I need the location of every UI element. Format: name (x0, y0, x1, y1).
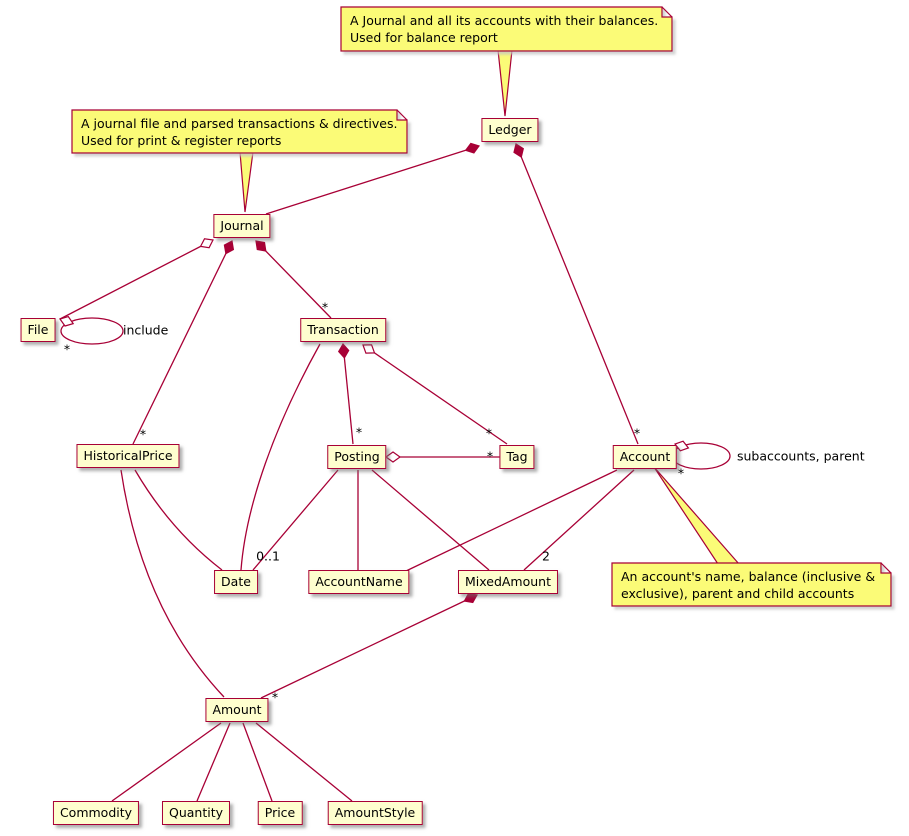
class-box-mixedamount: MixedAmount (458, 570, 558, 594)
edge-journal-transaction (256, 241, 331, 318)
filled-diamond (466, 143, 479, 153)
note-account-pointer (654, 467, 739, 564)
class-box-file: File (21, 318, 56, 342)
edge-label: subaccounts, parent (737, 448, 865, 464)
filled-diamond (224, 241, 233, 254)
edge-label: include (123, 322, 169, 338)
note-line: exclusive), parent and child accounts (621, 586, 855, 601)
filled-diamond (514, 144, 523, 157)
class-box-tag: Tag (499, 445, 534, 469)
edge-ledger-account (516, 144, 641, 444)
note-ledger-text (341, 7, 672, 51)
filled-diamond (339, 344, 349, 358)
class-box-journal: Journal (213, 214, 270, 238)
note-line: An account's name, balance (inclusive & (621, 569, 876, 584)
multiplicity-star-label: * (271, 689, 279, 705)
open-diamond (386, 452, 400, 462)
edge-journal-historicalprice (133, 241, 232, 444)
edge-amount-amountstyle (256, 723, 352, 801)
edge-historicalprice-date (135, 470, 222, 570)
edge-amount-commodity (112, 723, 221, 801)
multiplicity-star-label: * (677, 465, 685, 481)
note-line: A Journal and all its accounts with their balances. (350, 13, 659, 28)
note-line: Used for print & register reports (81, 133, 282, 148)
open-diamond (60, 317, 73, 326)
multiplicity-star-label: * (485, 425, 493, 441)
edge-transaction-date (241, 344, 320, 570)
edge-journal-file (60, 240, 213, 319)
class-box-price: Price (258, 801, 303, 825)
edge-posting-mixedamount (372, 470, 489, 570)
note-ledger-pointer (498, 50, 512, 116)
filled-diamond (464, 594, 477, 603)
edge-amount-quantity (197, 723, 230, 801)
note-journal-pointer (240, 152, 253, 212)
multiplicity-star-label: * (633, 425, 641, 441)
multiplicity-star-label: * (63, 341, 71, 357)
class-box-accountname: AccountName (308, 570, 409, 594)
edge-label: 2 (542, 548, 550, 564)
class-box-commodity: Commodity (53, 801, 139, 825)
multiplicity-star-label: * (321, 299, 329, 315)
class-box-account: Account (613, 445, 677, 469)
note-journal-text (72, 110, 407, 154)
note-line: Used for balance report (350, 30, 498, 45)
edge-ledger-journal (266, 146, 479, 214)
edge-account-mixedamount (524, 470, 634, 570)
edge-label: 0..1 (256, 548, 280, 564)
filled-diamond (256, 241, 266, 251)
open-diamond (201, 239, 213, 248)
class-box-historicalprice: HistoricalPrice (76, 444, 179, 468)
class-box-transaction: Transaction (300, 318, 386, 342)
multiplicity-star-label: * (139, 426, 147, 442)
edge-transaction-posting (343, 344, 353, 444)
class-box-date: Date (214, 570, 258, 594)
edge-amount-price (243, 723, 272, 801)
multiplicity-star-label: * (355, 424, 363, 440)
class-box-ledger: Ledger (481, 118, 538, 142)
edge-mixedamount-amount (261, 595, 477, 698)
edge-account-accountname (406, 470, 617, 571)
class-box-posting: Posting (327, 445, 386, 469)
note-line: A journal file and parsed transactions & directives. (81, 116, 398, 131)
multiplicity-star-label: * (486, 448, 494, 464)
note-account-text (612, 563, 891, 607)
class-box-amount: Amount (205, 698, 268, 722)
edge-historicalprice-amount (121, 470, 224, 697)
class-box-amountstyle: AmountStyle (328, 801, 423, 825)
class-box-quantity: Quantity (162, 801, 230, 825)
open-diamond (363, 345, 375, 353)
